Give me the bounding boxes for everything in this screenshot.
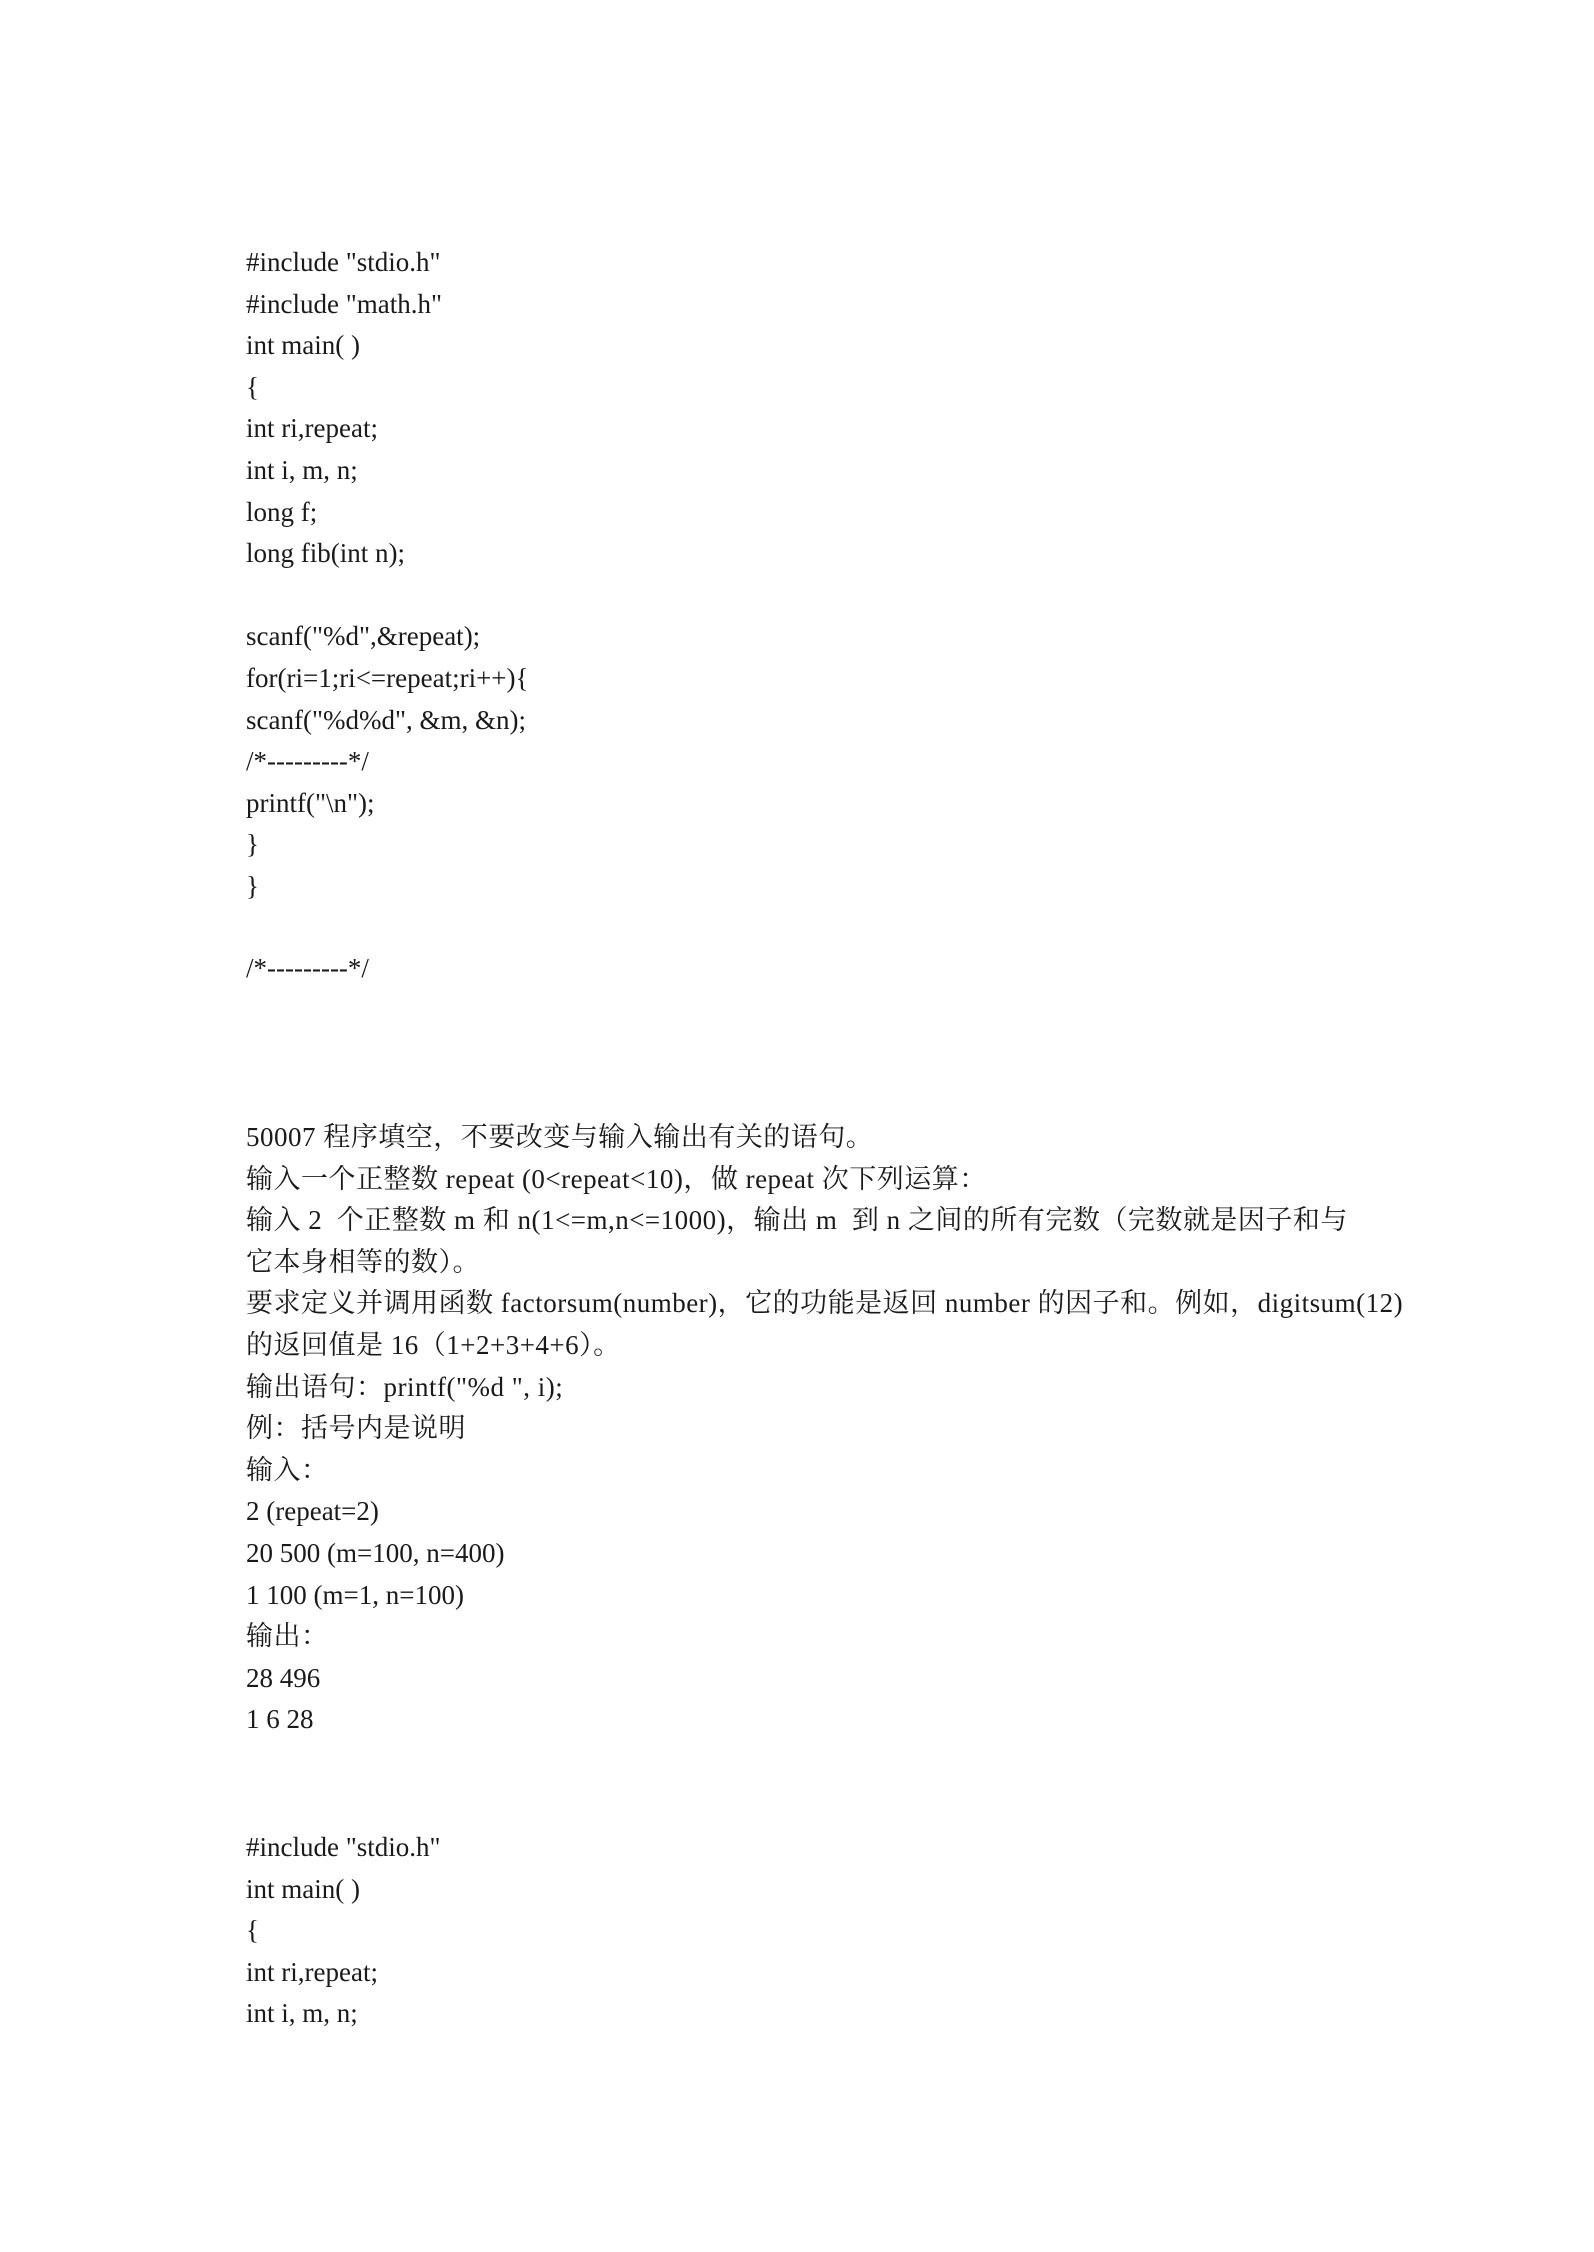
problem-text: 输入 2 个正整数 m 和 n(1<=m,n<=1000)，输出 m 到 n 之间的所有完数（完数就是因子和与 xyxy=(246,1205,1348,1236)
code-line: for(ri=1;ri<=repeat;ri++){ xyxy=(246,662,529,693)
code-comment-tail xyxy=(246,948,1406,990)
code-line: } xyxy=(246,870,259,901)
code-line: int i, m, n; xyxy=(246,454,358,485)
code-line-blank xyxy=(246,575,1406,617)
code-line: int ri,repeat; xyxy=(246,413,378,444)
code-line: scanf("%d",&repeat); xyxy=(246,621,481,652)
code-line: /*---------*/ xyxy=(246,746,369,777)
code-line: { xyxy=(246,1915,259,1946)
problem-output-line: 28 496 xyxy=(246,1662,321,1693)
code-line: printf("\n"); xyxy=(246,787,375,818)
problem-example-label: 例：括号内是说明 xyxy=(246,1413,466,1444)
problem-text: 输入一个正整数 repeat (0<repeat<10)，做 repeat 次下列运算： xyxy=(246,1163,987,1194)
code-line: int ri,repeat; xyxy=(246,1956,378,1987)
problem-input-label: 输入： xyxy=(246,1454,329,1485)
code-line: /*---------*/ xyxy=(246,953,369,983)
problem-text: 的返回值是 16（1+2+3+4+6）。 xyxy=(246,1329,621,1360)
code-line: scanf("%d%d", &m, &n); xyxy=(246,704,526,735)
code-line: long f; xyxy=(246,496,318,527)
problem-text: 它本身相等的数）。 xyxy=(246,1246,480,1277)
problem-input-line: 20 500 (m=100, n=400) xyxy=(246,1537,505,1568)
code-line: #include "stdio.h" xyxy=(246,247,441,277)
code-line: #include "stdio.h" xyxy=(246,1832,441,1862)
code-block-factorsum xyxy=(246,1827,1406,2035)
problem-text: 要求定义并调用函数 factorsum(number)，它的功能是返回 number 的因子和。例如，digitsum(12) xyxy=(246,1288,1404,1319)
problem-input-line: 2 (repeat=2) xyxy=(246,1496,379,1527)
problem-input-line: 1 100 (m=1, n=100) xyxy=(246,1579,464,1610)
code-line: } xyxy=(246,829,259,860)
problem-output-line: 1 6 28 xyxy=(246,1704,314,1735)
code-line: #include "math.h" xyxy=(246,288,443,319)
problem-50007 xyxy=(246,1117,1406,1741)
code-line: long fib(int n); xyxy=(246,538,405,569)
code-line: int main( ) xyxy=(246,1873,360,1904)
problem-output-label: 输出： xyxy=(246,1621,329,1652)
code-line: { xyxy=(246,371,259,402)
problem-output-statement: 输出语句：printf("%d ", i); xyxy=(246,1371,564,1402)
problem-title: 50007 程序填空，不要改变与输入输出有关的语句。 xyxy=(246,1122,874,1152)
code-line: int i, m, n; xyxy=(246,1998,358,2029)
code-line: int main( ) xyxy=(246,330,360,361)
code-block-fib xyxy=(246,242,1406,908)
